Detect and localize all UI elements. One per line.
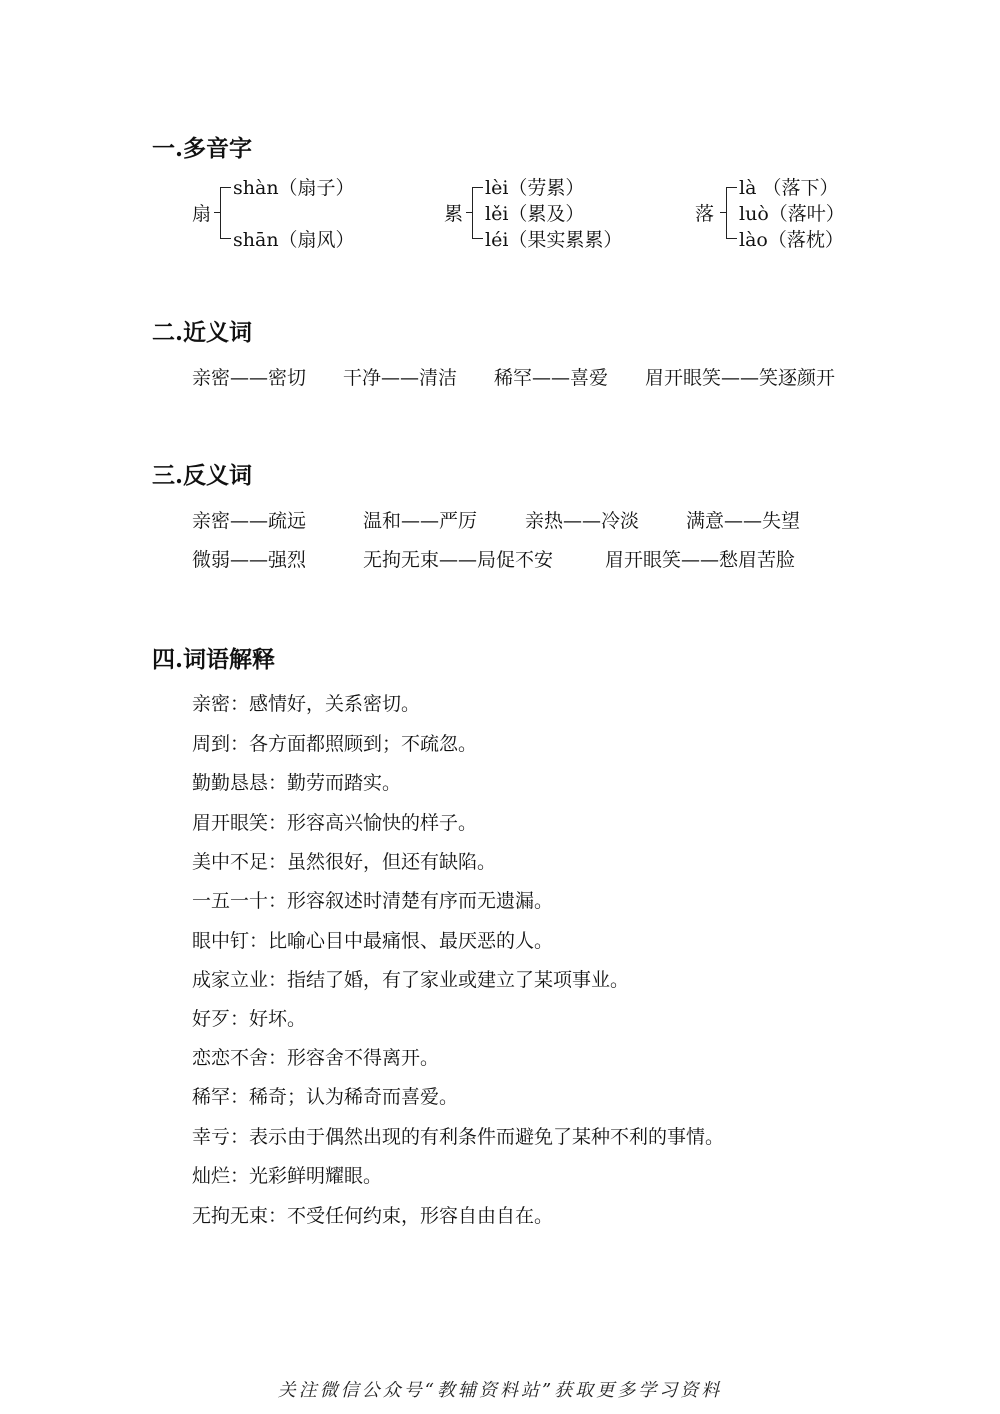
synonym-pair: 亲密——密切: [192, 367, 307, 389]
definition-item: 稀罕：稀奇；认为稀奇而喜爱。: [192, 1086, 459, 1108]
definition-item: 恋恋不舍：形容舍不得离开。: [192, 1047, 440, 1069]
section-title-synonyms: 二.近义词: [152, 319, 253, 346]
polyphone-reading: léi（果实累累）: [485, 229, 623, 251]
definition-item: 成家立业：指结了婚，有了家业或建立了某项事业。: [192, 969, 630, 991]
polyphone-reading: lào（落枕）: [739, 229, 844, 251]
definition-item: 勤勤恳恳：勤劳而踏实。: [192, 772, 402, 794]
antonym-pair: 温和——严厉: [363, 510, 478, 532]
definition-item: 眼中钉：比喻心目中最痛恨、最厌恶的人。: [192, 930, 554, 952]
definition-item: 灿烂：光彩鲜明耀眼。: [192, 1165, 383, 1187]
footer-note: 关注微信公众号“教辅资料站”获取更多学习资料: [277, 1380, 723, 1401]
polyphone-reading: luò（落叶）: [739, 203, 845, 225]
synonym-pair: 稀罕——喜爱: [494, 367, 609, 389]
antonym-pair: 亲热——冷淡: [525, 510, 640, 532]
antonym-pair: 亲密——疏远: [192, 510, 307, 532]
section-title-antonyms: 三.反义词: [152, 462, 253, 489]
polyphone-reading: lèi（劳累）: [485, 177, 585, 199]
brace: [220, 187, 231, 239]
synonym-pair: 眉开眼笑——笑逐颜开: [645, 367, 836, 389]
definition-item: 周到：各方面都照顾到；不疏忽。: [192, 733, 478, 755]
definition-item: 美中不足：虽然很好，但还有缺陷。: [192, 851, 497, 873]
brace: [726, 187, 737, 239]
brace: [472, 187, 483, 239]
definition-item: 好歹：好坏。: [192, 1008, 307, 1030]
definition-item: 一五一十：形容叙述时清楚有序而无遗漏。: [192, 890, 554, 912]
antonym-pair: 满意——失望: [686, 510, 801, 532]
section-title-polyphones: 一.多音字: [152, 135, 253, 162]
polyphone-reading: shàn（扇子）: [233, 177, 355, 199]
antonym-pair: 无拘无束——局促不安: [363, 549, 554, 571]
polyphone-reading: là （落下）: [739, 177, 839, 199]
polyphone-char: 落: [695, 203, 715, 225]
definition-item: 眉开眼笑：形容高兴愉快的样子。: [192, 812, 478, 834]
antonym-pair: 眉开眼笑——愁眉苦脸: [605, 549, 796, 571]
polyphone-char: 扇: [192, 203, 212, 225]
polyphone-reading: shān（扇风）: [233, 229, 355, 251]
brace-tick: [720, 212, 726, 213]
polyphone-reading: lěi（累及）: [485, 203, 585, 225]
synonym-pair: 干净——清洁: [343, 367, 458, 389]
definition-item: 幸亏：表示由于偶然出现的有利条件而避免了某种不利的事情。: [192, 1126, 725, 1148]
antonym-pair: 微弱——强烈: [192, 549, 307, 571]
brace-tick: [466, 212, 472, 213]
polyphone-char: 累: [444, 203, 464, 225]
definition-item: 亲密：感情好，关系密切。: [192, 693, 421, 715]
section-title-definitions: 四.词语解释: [152, 646, 276, 673]
brace-tick: [214, 212, 220, 213]
definition-item: 无拘无束：不受任何约束，形容自由自在。: [192, 1205, 554, 1227]
